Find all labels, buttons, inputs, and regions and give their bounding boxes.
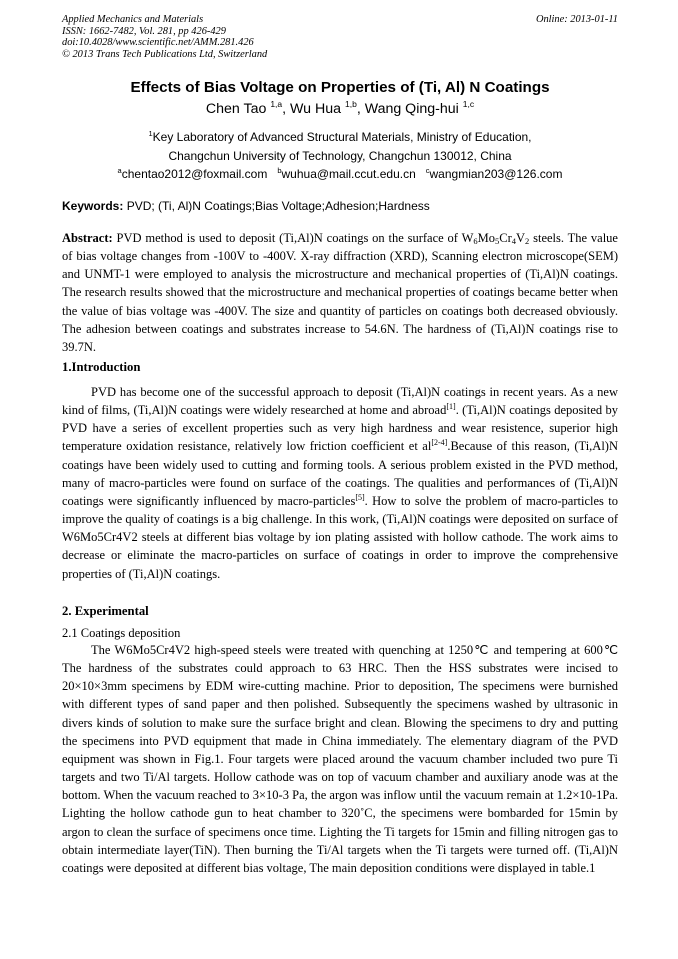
intro-text: PVD has become one of the successful approach to deposit (Ti,Al)N coatings in recent years. As a new kind of films, (Ti,Al)N coatings were widely researched at home and abroad (62, 385, 618, 418)
online-date: Online: 2013-01-11 (535, 14, 618, 25)
experimental-paragraph: The W6Mo5Cr4V2 high-speed steels were treated with quenching at 1250℃ and tempering at 600℃ The hardness of the substrates could approach to 63 HRC. Then the HSS substrates were incised to 20×10×3mm specimens by EDM wire-cutting machine. Prior to deposition, The specimens were burnished with different types of sand paper and then polished. Subsequently the specimens washed by ultrasonic in divers kinds of solution to make sure the surface bright and clean. Blowing the specimens to dry and putting the specimens into PVD equipment that made in China immediately. The elementary diagram of the PVD equipment was shown in Fig.1. Four targets were placed around the vacuum chamber included two pure Ti targets and two Ti/Al targets. Hollow cathode was on top of vacuum chamber and auxiliary anode was at the bottom. When the vacuum reached to 3×10-3 Pa, the argon was inflow until the vacuum remain at 1.2×10-1Pa. Lighting the hollow cathode gun to heat chamber to 320˚C, the specimens were bombarded for 15min by argon to clean the surface of specimens once time. Lighting the Ti targets for 15min and filling nitrogen gas to obtain intermediate layer(TiN). Then burning the Ti/Al targets when the Ti targets were turned off. (Ti,Al)N coatings were deposited at different bias voltage, The main deposition conditions were displayed in table.1 (62, 643, 618, 875)
introduction-paragraph (62, 383, 618, 583)
formula-sub: 5 (495, 236, 500, 246)
author-line: Chen Tao $^{1,a}$, Wu Hua $^{1,b}$, Wang Qing-hui $^{1,c}$ (205, 99, 475, 117)
citation-ref[interactable]: [1] (446, 402, 456, 412)
formula-text: Cr (499, 231, 512, 245)
email-address[interactable]: wangmian203@126.com (429, 167, 563, 181)
affiliation-line-1 (62, 130, 618, 145)
email-address[interactable]: wuhua@mail.ccut.edu.cn (281, 167, 416, 181)
email-sup: b (277, 166, 282, 175)
email-address[interactable]: chentao2012@foxmail.com (121, 167, 268, 181)
citation-ref[interactable]: [2-4] (431, 438, 448, 448)
formula-text: Mo (477, 231, 495, 245)
author-name: Chen Tao (205, 101, 267, 117)
author-sup: 1,a (270, 99, 283, 109)
subsection-heading-coatings-deposition: 2.1 Coatings deposition (62, 626, 181, 640)
journal-header (62, 14, 618, 60)
doi-line[interactable]: doi:10.4028/www.scientific.net/AMM.281.426 (62, 37, 254, 49)
email-sup: c (425, 166, 430, 175)
author-sup: 1,b (344, 99, 357, 109)
formula-text: V (516, 231, 526, 245)
section-heading-experimental: 2. Experimental (62, 604, 149, 618)
intro-text: . (Ti,Al)N coatings deposited by PVD have a series of excellent properties such as very high hardness and wear resistence, superior high temperature oxidation resistance, relatively low friction coefficient et al (62, 403, 618, 454)
keywords-line (62, 199, 618, 214)
author-sup: 1,c (462, 99, 475, 109)
author-name: Wu Hua (290, 101, 342, 117)
formula-sub: 6 (473, 236, 478, 246)
keywords-text: PVD; (Ti, Al)N Coatings;Bias Voltage;Adhesion;Hardness (126, 199, 430, 213)
abstract-label: Abstract: (62, 231, 113, 245)
keywords-label: Keywords: (62, 199, 124, 213)
copyright-line: © 2013 Trans Tech Publications Ltd, Switzerland (62, 48, 268, 60)
intro-text: . How to solve the problem of macro-particles to improve the quality of coatings is a big challenge. In this work, (Ti,Al)N coatings were deposited on surface of W6Mo5Cr4V2 steels at different bias voltage by ion plating assisted with hollow cathode. The work aims to decrease or eliminate the macro-particles on surface of coatings in order to improve the comprehensive properties of (Ti,Al)N coatings. (62, 493, 618, 581)
abstract-text: steels. The value of bias voltage changes from -100V to -400V. X-ray diffraction (XRD), Scanning electron microscope(SEM) and UNMT-1 were employed to analysis the microstructure and mechanical properties of (Ti,Al)N coatings. The research results showed that the microstructure and mechanical properties of coatings became better when the value of bias voltage was -400V. The size and quantity of particles on coatings both decreased obviously. The adhesion between coatings and substrates increase to 54.6N. The hardness of (Ti,Al)N coatings rise to 39.7N. (62, 231, 618, 354)
intro-text: .Because of this reason, (Ti,Al)N coatings have been widely used to cutting and forming tools. A serious problem existed in the PVD method, many of macro-particles were found on surface of the coatings. The qualities and performances of (Ti,Al)N coatings were significantly influenced by macro-particles (62, 439, 618, 508)
author-name: Wang Qing-hui (364, 101, 459, 117)
formula-sub: 2 (525, 236, 530, 246)
formula-sub: 4 (511, 236, 516, 246)
paper-title: Effects of Bias Voltage on Properties of (Ti, Al) N Coatings (130, 79, 550, 96)
affiliation-text: Key Laboratory of Advanced Structural Materials, Ministry of Education, (152, 130, 532, 144)
abstract-text: PVD method is used to deposit (Ti,Al)N coatings on the surface of W (116, 231, 474, 245)
section-heading-introduction: 1.Introduction (62, 360, 141, 374)
abstract-paragraph (62, 229, 618, 356)
affiliation-sup: 1 (148, 129, 153, 138)
email-sup: a (117, 166, 122, 175)
affiliation-line-2: Changchun University of Technology, Changchun 130012, China (168, 149, 512, 163)
journal-name: Applied Mechanics and Materials (62, 14, 204, 25)
issn-line: ISSN: 1662-7482, Vol. 281, pp 426-429 (62, 25, 226, 37)
citation-ref[interactable]: [5] (355, 492, 365, 502)
email-line (62, 167, 618, 182)
